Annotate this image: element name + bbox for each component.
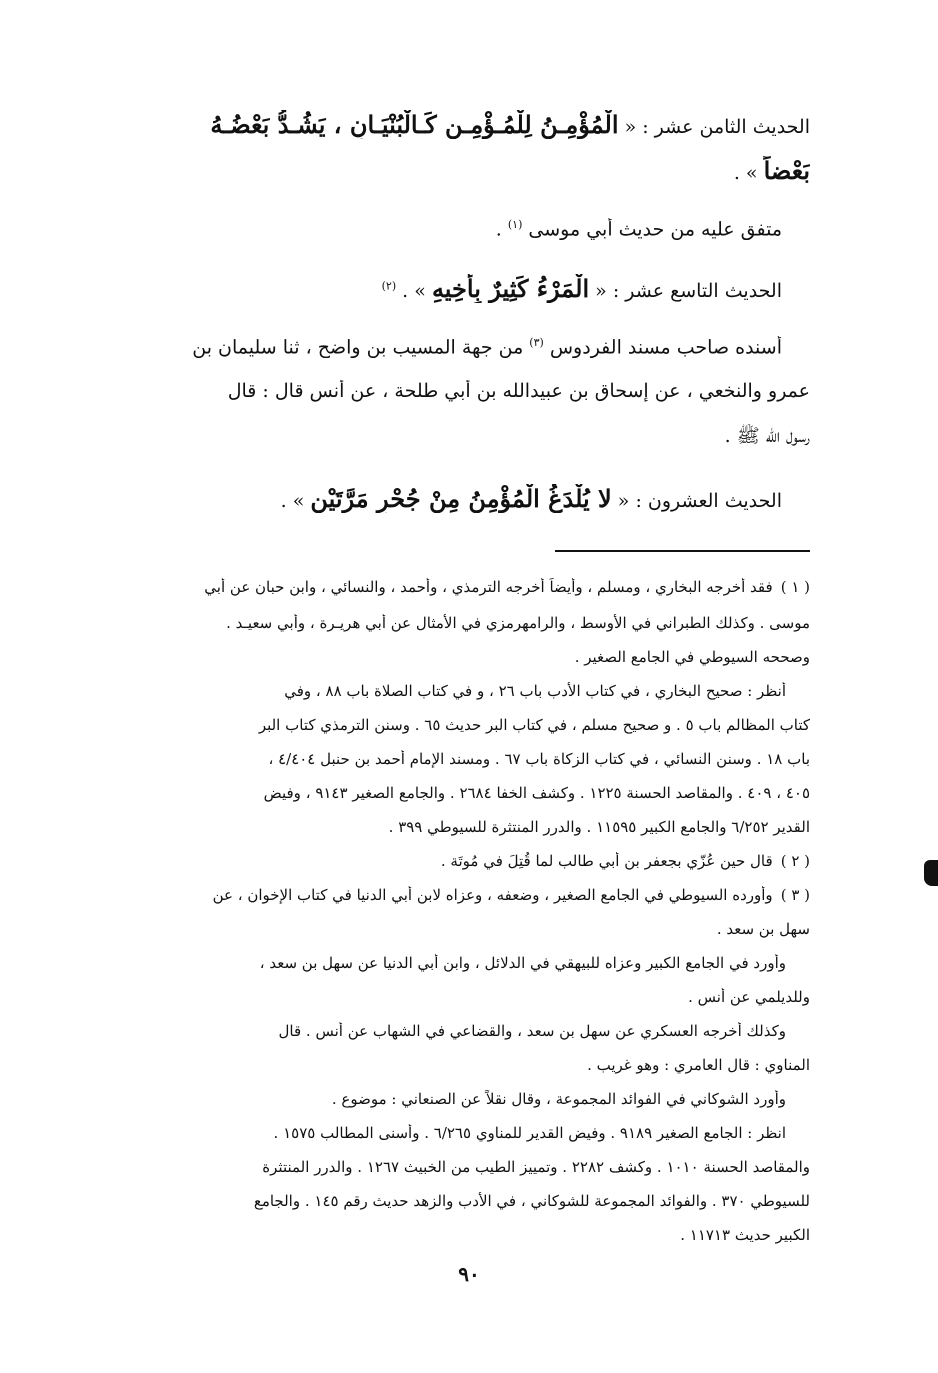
hadith-18-text: الْمُؤْمِـنُ لِلْمُـؤْمِـنِ كَـالْبُنْيَـانِ ، يَشُـدُّ بَعْضُـهُ <box>210 110 619 139</box>
footnote-1-line-7: ٤٠٥ ، ٤٠٩ . والمقاصد الحسنة ١٢٢٥ . وكشف الخفا ٢٦٨٤ . والجامع الصغير ٩١٤٣ ، وفيض <box>263 784 810 802</box>
footnote-3-line-11: الكبير حديث ١١٧١٣ . <box>680 1226 810 1244</box>
footnote-1-number: ( ١ ) <box>780 578 810 596</box>
isnad-line-1 <box>100 336 782 358</box>
footnote-3-line-3: وأورد في الجامع الكبير وعزاه للبيهقي في الدلائل ، وابن أبي الدنيا عن سهل بن سعد ، <box>259 954 786 972</box>
footnote-ref-3: (٣) <box>529 336 544 349</box>
footnote-3-number: ( ٣ ) <box>780 886 810 904</box>
footnote-1-line-3: وصححه السيوطي في الجامع الصغير . <box>574 648 810 666</box>
hadith-18-line-1 <box>100 110 810 139</box>
footnote-1-line-4: أنظر : صحيح البخاري ، في كتاب الأدب باب ٢٦ ، و في كتاب الصلاة باب ٨٨ ، وفي <box>284 682 786 700</box>
footnote-2-line-1 <box>100 852 810 870</box>
hadith-20-line <box>100 484 782 513</box>
hadith-18-end: » . <box>733 162 758 184</box>
footnote-3-line-2: سهل بن سعد . <box>716 920 810 938</box>
footnote-ref-2: (٢) <box>381 279 397 293</box>
footnote-3-text: وأورده السيوطي في الجامع الصغير ، وضعفه ، وعزاه لابن أبي الدنيا في كتاب الإخوان ، عن <box>212 886 773 904</box>
hadith-19-line <box>100 274 782 303</box>
isnad-text-b: من جهة المسيب بن واضح ، ثنا سليمان بن <box>192 336 524 359</box>
footnote-1-line-1 <box>100 578 810 596</box>
footnote-divider <box>555 550 810 552</box>
hadith-19-intro: الحديث التاسع عشر : « <box>595 280 782 302</box>
page-number: ٩٠ <box>458 1262 480 1286</box>
footnote-2-text: قال حين عُزّي بجعفر بن أبي طالب لما قُتِلَ في مُوتَة . <box>440 852 773 870</box>
hadith-18-line-2 <box>100 156 810 185</box>
hadith-19-text: الْمَرْءُ كَثِيرٌ بِأَخِيهِ <box>431 274 590 303</box>
hadith-19-end: » . <box>402 280 426 302</box>
agreed-upon-line <box>100 218 782 240</box>
footnote-3-line-5: وكذلك أخرجه العسكري عن سهل بن سعد ، والقضاعي في الشهاب عن أنس . قال <box>278 1022 786 1040</box>
footnote-1-line-2: موسى . وكذلك الطبراني في الأوسط ، والرامهرمزي في الأمثال عن أبي هريـرة ، وأبي سعيـد . <box>226 614 810 632</box>
footnote-3-line-10: للسيوطي ٣٧٠ . والفوائد المجموعة للشوكاني ، في الأدب والزهد حديث رقم ١٤٥ . والجامع <box>253 1192 810 1210</box>
footnote-1-text: فقد أخرجه البخاري ، ومسلم ، وأيضاً أخرجه الترمذي ، وأحمد ، والنسائي ، وابن حبان عن أبي <box>204 578 773 596</box>
hadith-18-text-cont: بَعْضاً <box>763 156 810 185</box>
footnote-3-line-6: المناوي : قال العامري : وهو غريب . <box>587 1056 810 1074</box>
isnad-text-a: أسنده صاحب مسند الفردوس <box>549 336 782 359</box>
footnote-2-number: ( ٢ ) <box>780 852 810 870</box>
period: . <box>495 218 502 241</box>
hadith-20-end: » . <box>280 490 305 512</box>
footnote-1-line-6: باب ١٨ . وسنن النسائي ، في كتاب الزكاة باب ٦٧ . ومسند الإمام أحمد بن حنبل ٤/٤٠٤ ، <box>268 750 810 768</box>
footnote-3-line-8: انظر : الجامع الصغير ٩١٨٩ . وفيض القدير للمناوي ٦/٢٦٥ . وأسنى المطالب ١٥٧٥ . <box>273 1124 786 1142</box>
footnote-3-line-9: والمقاصد الحسنة ١٠١٠ . وكشف ٢٢٨٢ . وتمييز الطيب من الخبيث ١٢٦٧ . والدرر المنتثرة <box>262 1158 810 1176</box>
isnad-line-2: عمرو والنخعي ، عن إسحاق بن عبيدالله بن أبي طلحة ، عن أنس قال : قال <box>227 380 810 402</box>
isnad-line-3: رسول الله ﷺ . <box>724 425 810 447</box>
hadith-20-intro: الحديث العشرون : « <box>617 490 782 512</box>
hadith-18-intro: الحديث الثامن عشر : « <box>624 116 810 138</box>
footnote-1-line-5: كتاب المظالم باب ٥ . و صحيح مسلم ، في كتاب البر حديث ٦٥ . وسنن الترمذي كتاب البر <box>258 716 810 734</box>
footnote-1-line-8: القدير ٦/٢٥٢ والجامع الكبير ١١٥٩٥ . والدرر المنتثرة للسيوطي ٣٩٩ . <box>388 818 810 836</box>
footnote-3-line-4: وللديلمي عن أنس . <box>688 988 810 1006</box>
scan-edge-mark <box>924 860 938 886</box>
hadith-20-text: لا يُلْدَغُ الْمُؤْمِنُ مِنْ جُحْرٍ مَرَّتَيْنِ <box>310 484 612 513</box>
agreed-upon-text: متفق عليه من حديث أبي موسى <box>528 218 782 241</box>
footnote-3-line-1 <box>100 886 810 904</box>
footnote-ref-1: (١) <box>507 218 523 231</box>
footnote-3-line-7: وأورد الشوكاني في الفوائد المجموعة ، وقال نقلاً عن الصنعاني : موضوع . <box>331 1090 786 1108</box>
